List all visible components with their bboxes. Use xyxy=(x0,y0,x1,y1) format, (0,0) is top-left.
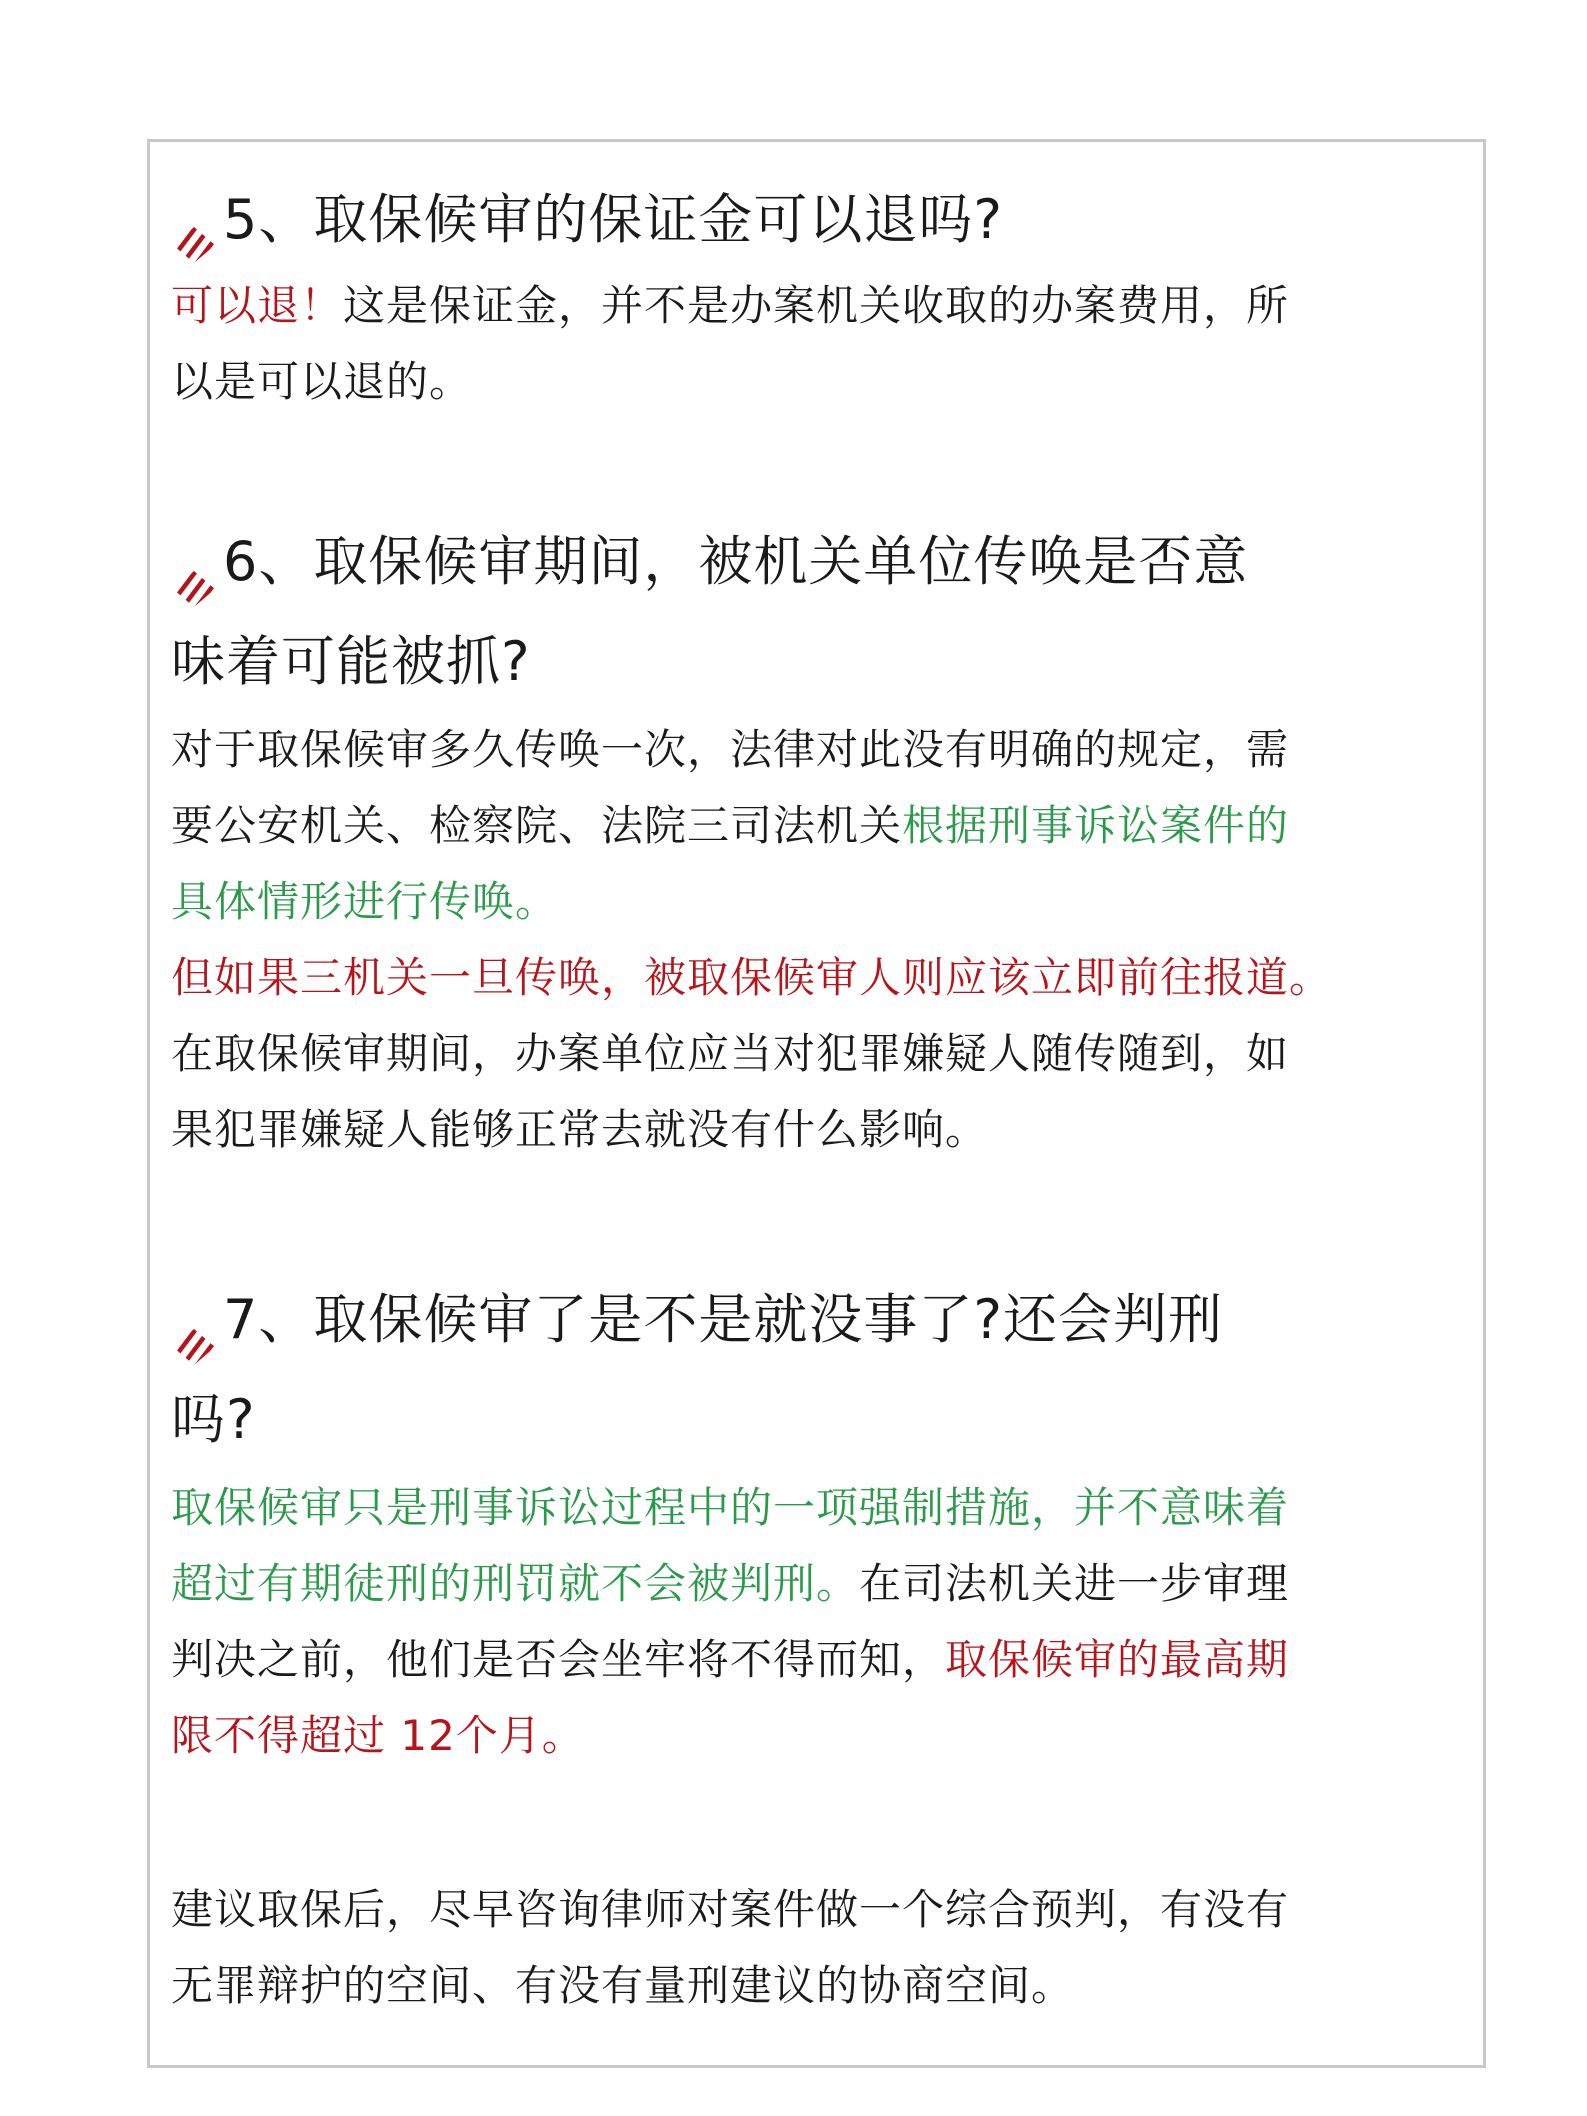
question-title-text: 吗? xyxy=(171,1388,256,1451)
faq-section-6 xyxy=(171,512,1471,1168)
closing-advice xyxy=(171,1872,1471,2024)
question-title xyxy=(171,172,1471,268)
question-title xyxy=(171,1270,1471,1470)
highlight-green: 具体情形进行传唤。 xyxy=(171,877,559,926)
answer-text: 对于取保候审多久传唤一次，法律对此没有明确的规定，需 xyxy=(171,725,1290,774)
answer-text: 果犯罪嫌疑人能够正常去就没有什么影响。 xyxy=(171,1105,989,1154)
question-title-text: 5、取保候审的保证金可以退吗? xyxy=(223,188,1004,251)
article-body xyxy=(171,172,1471,2024)
faq-section-7 xyxy=(171,1270,1471,1774)
answer-text: 以是可以退的。 xyxy=(171,357,473,406)
question-title-text: 6、取保候审期间，被机关单位传唤是否意 xyxy=(223,530,1249,593)
answer-text: 这是保证金，并不是办案机关收取的办案费用，所 xyxy=(343,281,1290,330)
highlight-red: 取保候审的最高期 xyxy=(945,1635,1290,1684)
striped-diamond-icon xyxy=(171,199,217,239)
question-title-text: 7、取保候审了是不是就没事了?还会判刑 xyxy=(223,1288,1224,1351)
striped-diamond-icon xyxy=(171,1299,217,1339)
closing-text: 无罪辩护的空间、有没有量刑建议的协商空间。 xyxy=(171,1961,1075,2010)
answer-paragraph-red: 但如果三机关一旦传唤，被取保候审人则应该立即前往报道。 xyxy=(171,953,1333,1002)
content-card xyxy=(147,139,1486,2068)
highlight-green: 取保候审只是刑事诉讼过程中的一项强制措施，并不意味着 xyxy=(171,1483,1290,1532)
answer-text: 在司法机关进一步审理 xyxy=(859,1559,1290,1608)
faq-section-5 xyxy=(171,172,1471,420)
closing-text: 建议取保后，尽早咨询律师对案件做一个综合预判，有没有 xyxy=(171,1885,1290,1934)
answer-paragraph xyxy=(171,1470,1471,1774)
answer-paragraph xyxy=(171,268,1471,420)
answer-text: 要公安机关、检察院、法院三司法机关 xyxy=(171,801,903,850)
highlight-red: 可以退！ xyxy=(171,281,344,330)
question-title xyxy=(171,512,1471,712)
answer-paragraph xyxy=(171,712,1471,940)
answer-text: 在取保候审期间，办案单位应当对犯罪嫌疑人随传随到，如 xyxy=(171,1029,1290,1078)
highlight-red: 限不得超过 12个月。 xyxy=(171,1711,585,1760)
answer-paragraph xyxy=(171,1016,1471,1168)
closing-paragraph xyxy=(171,1872,1471,2024)
answer-text: 判决之前，他们是否会坐牢将不得而知， xyxy=(171,1635,946,1684)
highlight-green: 超过有期徒刑的刑罚就不会被判刑。 xyxy=(171,1559,860,1608)
highlight-green: 根据刑事诉讼案件的 xyxy=(902,801,1290,850)
striped-diamond-icon xyxy=(171,541,217,581)
question-title-text: 味着可能被抓? xyxy=(171,630,531,693)
